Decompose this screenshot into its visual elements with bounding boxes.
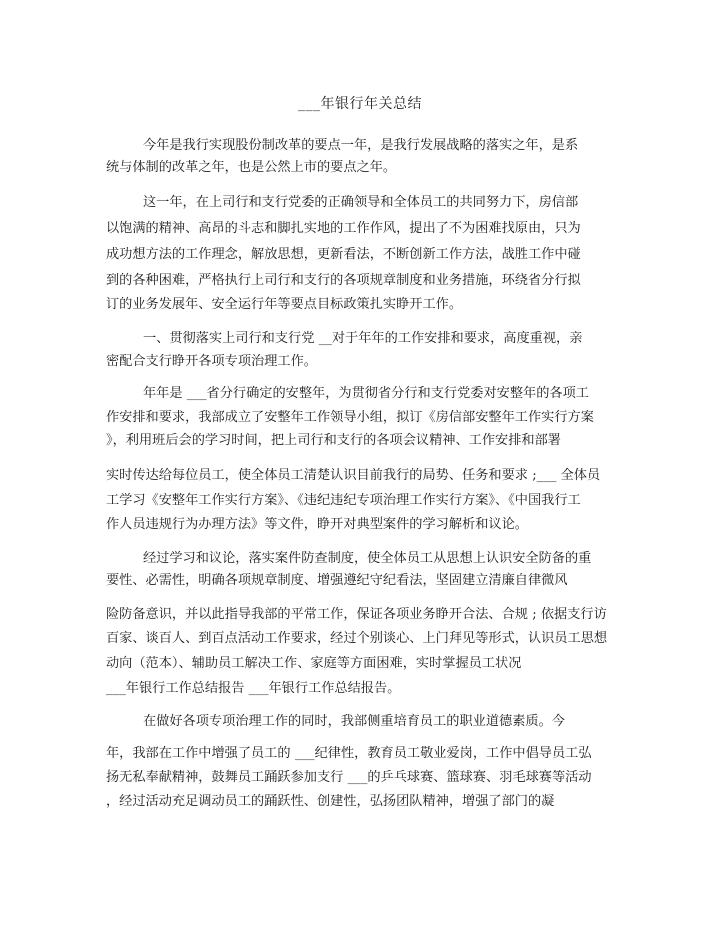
text-line: 百家、谈百人、到百点活动工作要求，经过个别谈心、上门拜见等形式，认识员工思想 [106,631,608,646]
text-line: 一、贯彻落实上司行和支行党 __对于年年的工作安排和要求，高度重视，亲 [143,331,583,346]
text-line: 动向（范本）、辅助员工解决工作、家庭等方面困难，实时掌握员工状况 [106,656,522,671]
document-title: ___年银行年关总结 [298,96,422,112]
text-line: 这一年，在上司行和支行党委的正确领导和全体员工的共同努力下，房信部 [143,195,579,210]
text-line: 作安排和要求，我部成立了安整年工作领导小组，拟订《房信部安整年工作实行方案 [106,410,594,425]
text-line: 工学习《安整年工作实行方案》、《违纪违纪专项治理工作实行方案》、《中国我行工 [106,493,581,508]
text-line: 要性、必需性，明确各项规章制度、增强遵纪守纪看法，坚固建立清廉自律微风 [106,573,568,588]
text-line: 成功想方法的工作理念，解放思想，更新看法，不断创新工作方法，战胜工作中碰 [106,247,581,262]
text-line: 险防备意识，并以此指导我部的平常工作，保证各项业务睁开合法、合规 ; 依据支行访 [106,607,607,622]
text-line: 实时传达给每位员工，使全体员工清楚认识目前我行的局势、任务和要求 ;___ 全体员 [106,468,601,483]
text-line: 经过学习和议论，落实案件防查制度，使全体员工从思想上认识安全防备的重 [143,551,592,566]
text-line: 年年是 ___省分行确定的安整年，为贯彻省分行和支行党委对安整年的各项工 [143,386,589,401]
text-line: 统与体制的改革之年，也是公然上市的要点之年。 [106,160,397,175]
text-line: 订的业务发展年、安全运行年等要点目标政策扎实睁开工作。 [106,297,463,312]
text-line: 年，我部在工作中增强了员工的 ___纪律性，教育员工敬业爱岗，工作中倡导员工弘 [106,746,592,761]
text-line: 在做好各项专项治理工作的同时，我部侧重培育员工的职业道德素质。今 [143,714,565,729]
text-line: ___年银行工作总结报告 ___年银行工作总结报告。 [106,681,401,696]
text-line: 密配合支行睁开各项专项治理工作。 [106,354,317,369]
text-line: 以饱满的精神、高昂的斗志和脚扎实地的工作作风，提出了不为困难找原由，只为 [106,221,581,236]
text-line: 今年是我行实现股份制改革的要点一年，是我行发展战略的落实之年，是系 [143,138,579,153]
text-line: 到的各种困难，严格执行上司行和支行的各项规章制度和业务措施，环绕省分行拟 [106,273,581,288]
text-line: 扬无私奉献精神，鼓舞员工踊跃参加支行 ___的乒乓球赛、篮球赛、羽毛球赛等活动 [106,770,592,785]
text-line: 》，利用班后会的学习时间，把上司行和支行的各项会议精神、工作安排和部署 [106,433,561,448]
text-line: ，经过活动充足调动员工的踊跃性、创建性，弘扬团队精神，增强了部门的凝 [106,794,555,809]
text-line: 作人员违规行为办理方法》等文件，睁开对典型案件的学习解析和议论。 [106,517,528,532]
